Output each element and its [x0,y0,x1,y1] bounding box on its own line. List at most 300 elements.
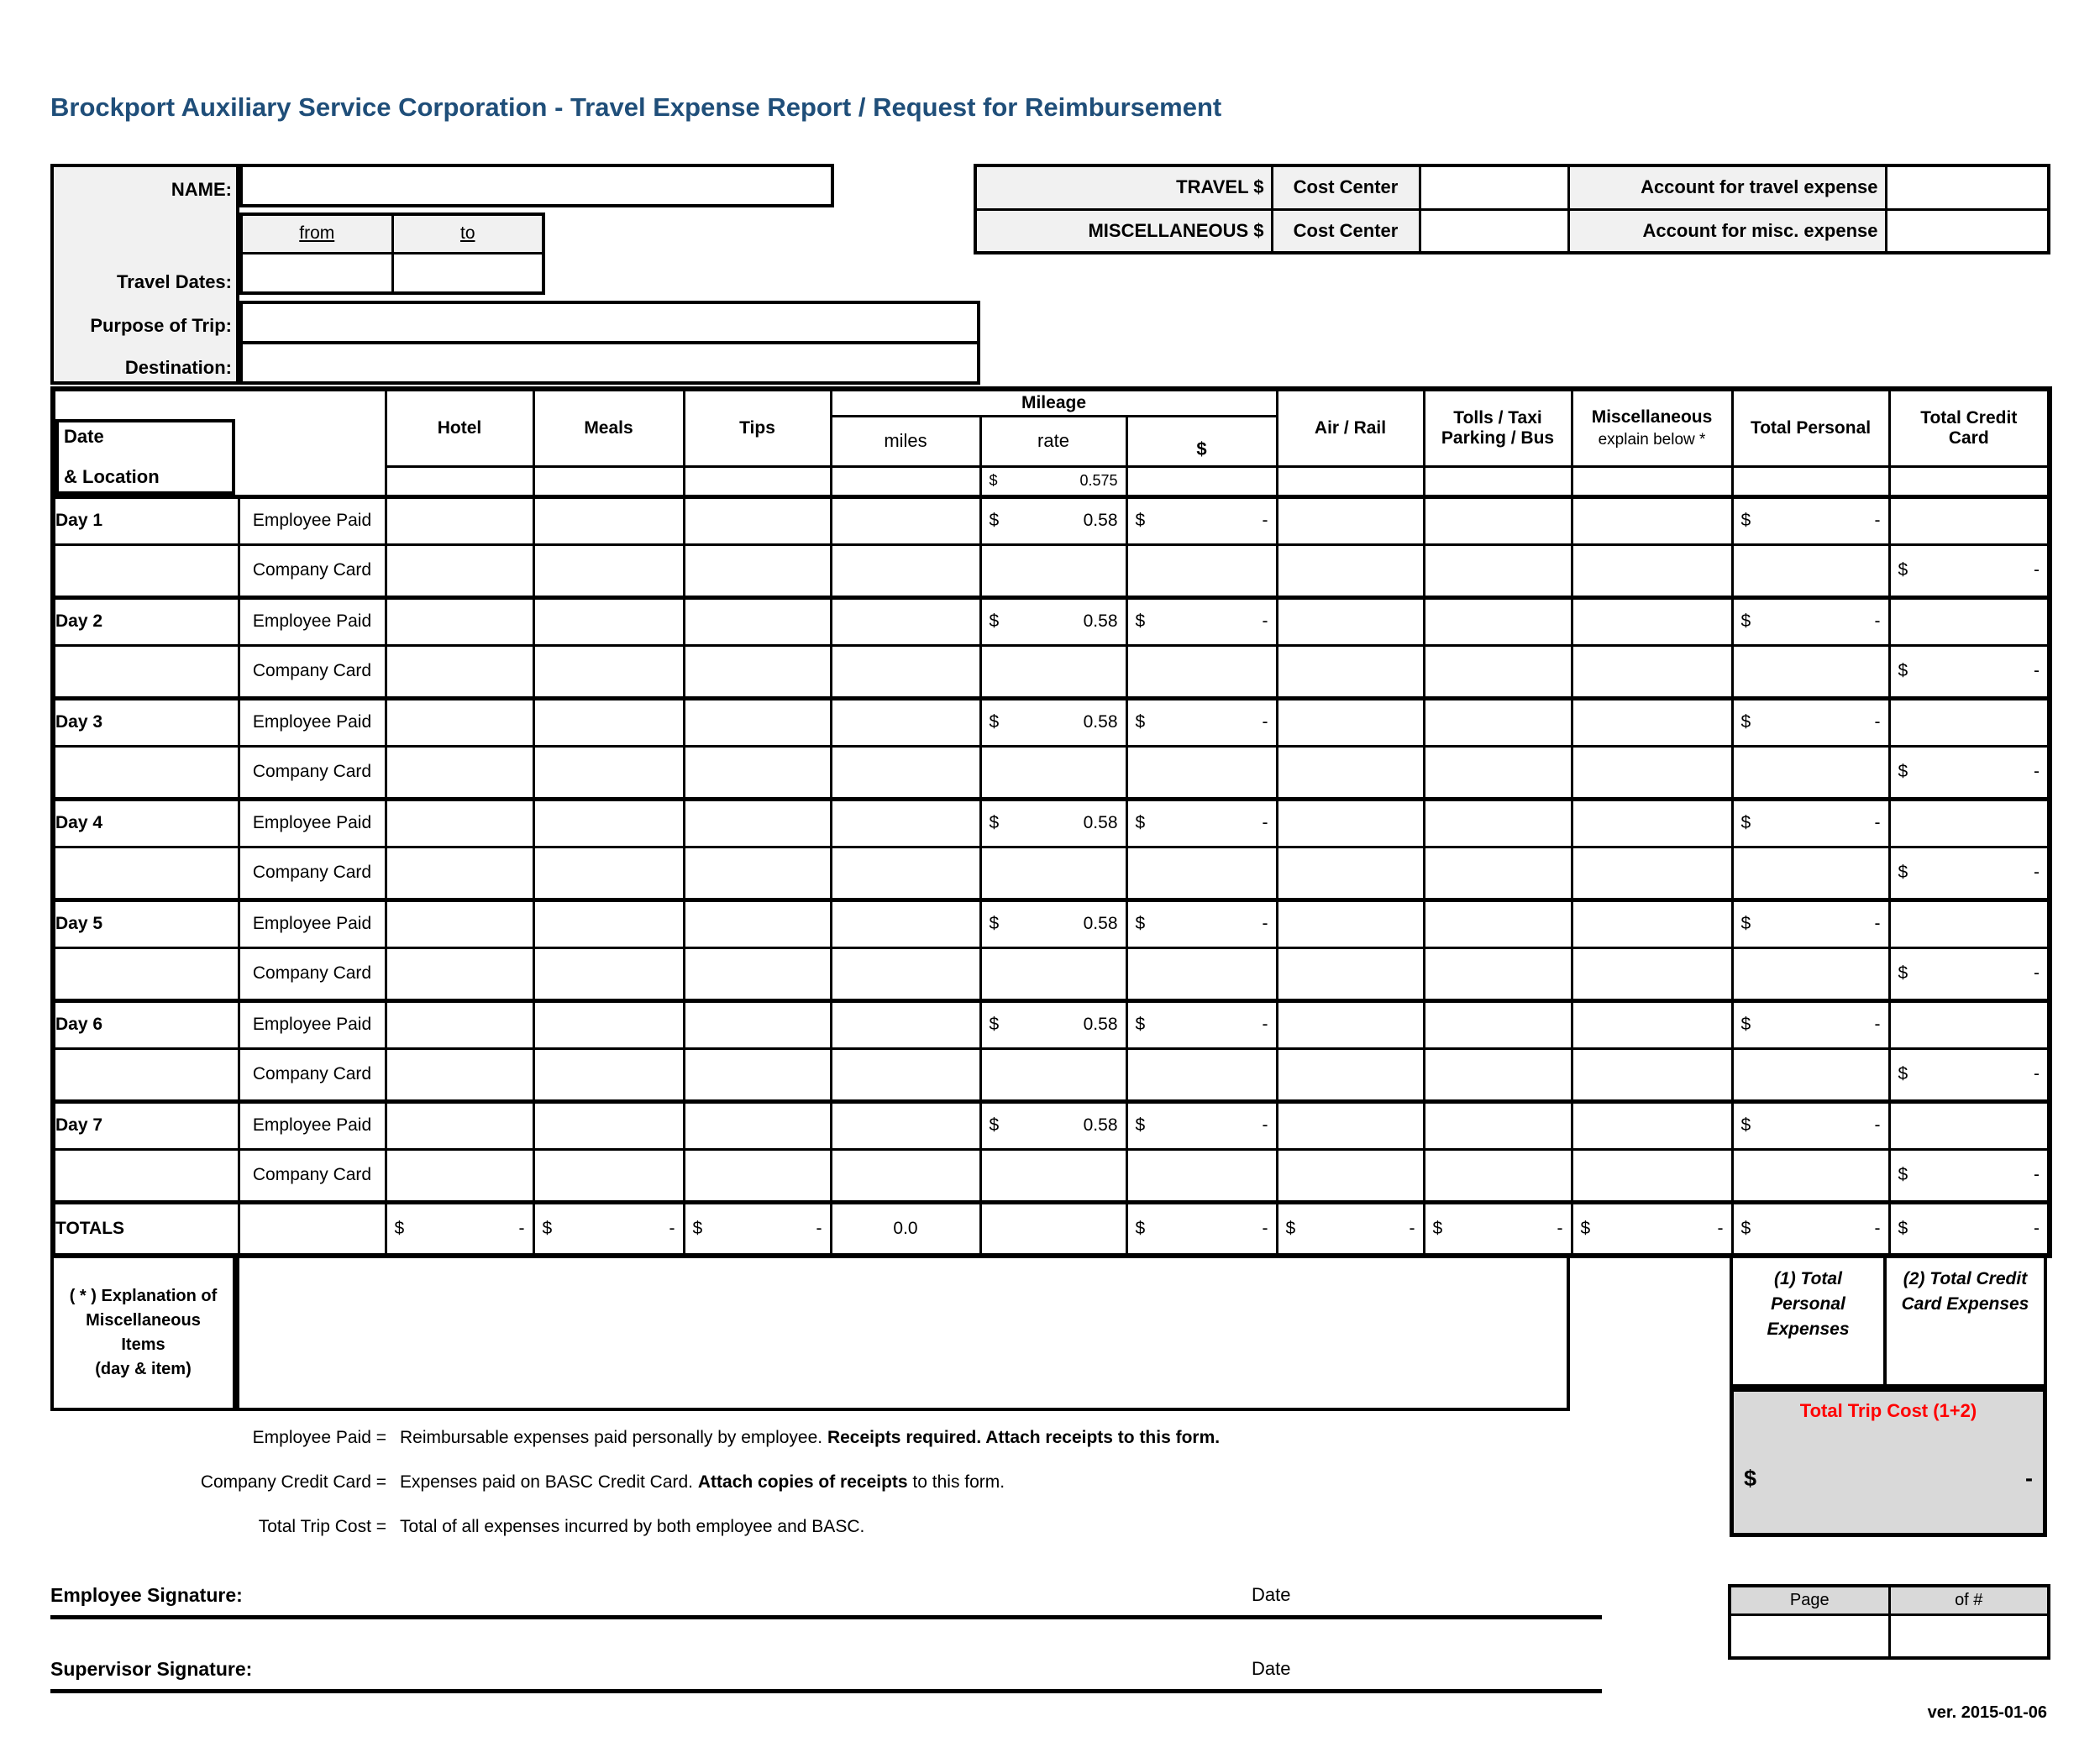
blocked-cell [1732,847,1889,900]
amount-value: - [1262,611,1268,631]
day-location-cell[interactable] [53,1149,239,1202]
hotel-cell[interactable] [386,900,533,947]
amount-value: - [1262,1218,1268,1238]
blocked-cell [1889,597,2050,645]
currency-symbol: $ [542,1218,553,1238]
supervisor-signature-line[interactable] [50,1658,1602,1693]
day-label-cell[interactable]: Day 1 [53,496,239,544]
currency-symbol: $ [1432,1218,1443,1238]
hotel-cell[interactable] [386,1000,533,1048]
miles-cell[interactable] [831,544,980,597]
tolls-cell[interactable] [1424,1101,1572,1149]
currency-symbol: $ [1898,560,1908,580]
band-cell [386,466,533,496]
purpose-label: Purpose of Trip: [90,315,232,336]
rate-cell[interactable] [980,1101,1126,1149]
rate-cell[interactable] [980,847,1126,900]
misc-header-line1: Miscellaneous [1591,407,1713,427]
info-label-column [50,164,239,385]
amount-value: - [669,1218,675,1238]
tolls-total-cell [1424,1202,1572,1256]
total-credit-cell [1889,1048,2050,1101]
total-trip-cost-box [1730,1388,2047,1537]
tips-cell[interactable] [684,947,831,1000]
header-row [53,389,2050,416]
hotel-column-header: Hotel [386,389,533,466]
to-date-input[interactable] [392,253,543,293]
currency-symbol: $ [1898,762,1908,781]
employee-paid-label: Employee Paid [239,597,386,645]
meals-cell[interactable] [533,900,684,947]
meals-cell[interactable] [533,597,684,645]
tolls-cell[interactable] [1424,544,1572,597]
currency-symbol: $ [989,511,1000,530]
tips-cell[interactable] [684,597,831,645]
mileage-amount-cell [1126,645,1277,698]
meals-cell[interactable] [533,496,684,544]
page-header: Page [1730,1586,1889,1614]
of-header: of # [1889,1586,2049,1614]
blocked-cell [1889,698,2050,746]
employee-paid-label: Employee Paid [239,1101,386,1149]
air-rail-cell[interactable] [1277,645,1424,698]
rate-cell[interactable] [980,544,1126,597]
misc-cell[interactable] [1572,544,1732,597]
misc-cell[interactable] [1572,698,1732,746]
currency-symbol: $ [989,914,1000,933]
tips-cell[interactable] [684,746,831,799]
hotel-cell[interactable] [386,746,533,799]
blocked-cell [1732,645,1889,698]
default-rate-cell[interactable] [980,466,1126,496]
amount-value: - [1262,914,1268,933]
air-rail-cell[interactable] [1277,544,1424,597]
amount-value: - [1874,813,1881,832]
table-row [53,1000,2050,1048]
rate-cell[interactable] [980,1048,1126,1101]
meals-cell[interactable] [533,1101,684,1149]
tips-cell[interactable] [684,1101,831,1149]
currency-symbol: $ [1580,1218,1591,1238]
day-location-cell[interactable] [53,947,239,1000]
day-label-cell[interactable]: Day 2 [53,597,239,645]
blocked-cell [1732,1048,1889,1101]
misc-cell[interactable] [1572,799,1732,847]
misc-cell[interactable] [1572,900,1732,947]
total-credit-cell [1889,847,2050,900]
amount-value: - [2034,1218,2040,1238]
tolls-cell[interactable] [1424,847,1572,900]
note-description [400,1428,1220,1448]
blocked-cell [1889,799,2050,847]
air-rail-cell[interactable] [1277,496,1424,544]
tolls-cell[interactable] [1424,645,1572,698]
tolls-cell[interactable] [1424,698,1572,746]
meals-cell[interactable] [533,1000,684,1048]
page-total-input[interactable] [1889,1614,2049,1658]
from-date-input[interactable] [241,253,392,293]
tips-cell[interactable] [684,847,831,900]
travel-dates-table [239,213,545,295]
day-location-cell[interactable] [53,544,239,597]
hotel-cell[interactable] [386,698,533,746]
miles-cell[interactable] [831,496,980,544]
currency-symbol: $ [1135,1115,1146,1135]
air-rail-cell[interactable] [1277,1149,1424,1202]
note-tail-text: to this form. [907,1472,1005,1492]
air-rail-cell[interactable] [1277,1048,1424,1101]
misc-cell[interactable] [1572,597,1732,645]
band-cell [684,466,831,496]
tolls-cell[interactable] [1424,799,1572,847]
date-header-line1: Date [64,425,104,447]
mileage-amount-cell [1126,496,1277,544]
misc-cell[interactable] [1572,1000,1732,1048]
currency-symbol: $ [1744,1466,1757,1491]
misc-cell[interactable] [1572,645,1732,698]
misc-cell[interactable] [1572,947,1732,1000]
air-rail-cell[interactable] [1277,1101,1424,1149]
currency-symbol: $ [1898,661,1908,680]
meals-cell[interactable] [533,947,684,1000]
miles-cell[interactable] [831,597,980,645]
total-personal-cell [1732,698,1889,746]
summary-line: Expenses [1767,1320,1850,1339]
name-label: NAME: [171,179,232,200]
currency-symbol: $ [989,472,998,489]
currency-symbol: $ [1898,1218,1908,1238]
explanation-label [50,1255,236,1411]
accounts-block [974,164,2050,254]
destination-label: Destination: [124,357,232,378]
note-employee-paid [50,1428,1478,1448]
table-row [53,847,2050,900]
misc-cell[interactable] [1572,496,1732,544]
note-bold-text: Attach copies of receipts [697,1472,908,1492]
destination-input[interactable] [239,341,980,385]
total-credit-header-line1: Total Credit [1920,407,2018,428]
mileage-amount-column-header: $ [1126,416,1277,466]
rate-value: 0.58 [1083,1015,1118,1034]
note-description [400,1472,1005,1493]
day-location-cell[interactable] [53,746,239,799]
air-rail-cell[interactable] [1277,597,1424,645]
amount-value: - [2034,963,2040,983]
mileage-amount-cell [1126,947,1277,1000]
miles-cell[interactable] [831,947,980,1000]
total-credit-cell [1889,544,2050,597]
tips-cell[interactable] [684,900,831,947]
mileage-amount-total-cell [1126,1202,1277,1256]
note-term: Total Trip Cost = [258,1517,386,1536]
company-card-label: Company Card [239,1149,386,1202]
amount-value: - [1874,1015,1881,1034]
miles-cell[interactable] [831,746,980,799]
currency-symbol: $ [989,611,1000,631]
amount-value: - [1874,511,1881,530]
air-rail-column-header: Air / Rail [1277,389,1424,466]
amount-value: - [1874,1115,1881,1135]
tolls-cell[interactable] [1424,947,1572,1000]
miles-cell[interactable] [831,698,980,746]
misc-cell[interactable] [1572,1048,1732,1101]
meals-cell[interactable] [533,1149,684,1202]
mileage-amount-cell [1126,698,1277,746]
note-text: Reimbursable expenses paid personally by employee. [400,1428,827,1447]
table-row [53,597,2050,645]
account-travel-label: Account for travel expense [1568,165,1886,209]
currency-symbol: $ [1135,712,1146,732]
currency-symbol: $ [1740,1115,1751,1135]
tolls-cell[interactable] [1424,1149,1572,1202]
misc-cell[interactable] [1572,1149,1732,1202]
rate-cell[interactable] [980,645,1126,698]
currency-symbol: $ [1740,1218,1751,1238]
total-trip-cost-label: Total Trip Cost (1+2) [1799,1400,1977,1421]
tips-cell[interactable] [684,1149,831,1202]
tips-column-header: Tips [684,389,831,466]
tolls-cell[interactable] [1424,1000,1572,1048]
supervisor-signature-label: Supervisor Signature: [50,1658,253,1680]
table-row [53,496,2050,544]
date-label: Date [1252,1584,1291,1605]
day-label-cell[interactable]: Day 4 [53,799,239,847]
tips-cell[interactable] [684,698,831,746]
rate-value: 0.58 [1083,511,1118,530]
rate-value: 0.58 [1083,813,1118,832]
tips-cell[interactable] [684,799,831,847]
note-company-card [50,1472,1478,1493]
note-bold-text: Receipts required. Attach receipts to this form. [827,1428,1221,1447]
day-label-cell[interactable]: Day 7 [53,1101,239,1149]
hotel-cell[interactable] [386,496,533,544]
hotel-cell[interactable] [386,799,533,847]
currency-symbol: $ [1135,611,1146,631]
hotel-cell[interactable] [386,544,533,597]
blocked-cell [1732,947,1889,1000]
meals-cell[interactable] [533,544,684,597]
misc-total-cell [1572,1202,1732,1256]
total-personal-cell [1732,496,1889,544]
summary-line: Personal [1771,1294,1845,1314]
name-input[interactable] [239,164,834,207]
amount-value: - [2034,863,2040,882]
amount-value: - [816,1218,822,1238]
total-credit-cell [1889,1149,2050,1202]
page-title: Brockport Auxiliary Service Corporation - Travel Expense Report / Request for Reimbursement [50,92,1222,122]
miles-column-header: miles [831,416,980,466]
purpose-input[interactable] [239,301,980,344]
rate-cell[interactable] [980,947,1126,1000]
miles-cell[interactable] [831,1101,980,1149]
air-rail-cell[interactable] [1277,698,1424,746]
air-rail-cell[interactable] [1277,947,1424,1000]
currency-symbol: $ [1740,813,1751,832]
expense-table [50,386,2052,1258]
misc-cell[interactable] [1572,1101,1732,1149]
rate-cell[interactable] [980,900,1126,947]
currency-symbol: $ [1898,1165,1908,1184]
currency-symbol: $ [1285,1218,1296,1238]
air-rail-cell[interactable] [1277,799,1424,847]
total-credit-cell [1889,947,2050,1000]
account-misc-input[interactable] [1886,209,2049,253]
miles-cell[interactable] [831,900,980,947]
mileage-amount-cell [1126,1000,1277,1048]
miles-cell[interactable] [831,645,980,698]
table-row [53,799,2050,847]
employee-signature-line[interactable] [50,1584,1602,1619]
tips-cell[interactable] [684,496,831,544]
tips-cell[interactable] [684,645,831,698]
miles-cell[interactable] [831,847,980,900]
meals-cell[interactable] [533,847,684,900]
employee-paid-label: Employee Paid [239,496,386,544]
tolls-cell[interactable] [1424,597,1572,645]
currency-symbol: $ [1898,863,1908,882]
amount-value: - [1409,1218,1415,1238]
rate-cell[interactable] [980,1149,1126,1202]
table-row [53,544,2050,597]
mileage-amount-cell [1126,799,1277,847]
amount-value: - [2034,1165,2040,1184]
rate-value: 0.575 [1079,472,1118,489]
tolls-cell[interactable] [1424,746,1572,799]
amount-value: - [2034,661,2040,680]
tolls-header-line1: Tolls / Taxi [1453,407,1542,428]
hotel-cell[interactable] [386,645,533,698]
cost-center-input[interactable] [1420,209,1568,253]
currency-symbol: $ [1740,712,1751,732]
note-text: Expenses paid on BASC Credit Card. [400,1472,698,1492]
cost-center-input[interactable] [1420,165,1568,209]
total-personal-cell [1732,597,1889,645]
table-row [975,165,2049,209]
currency-symbol: $ [1898,1064,1908,1084]
day-location-cell[interactable] [53,847,239,900]
table-row [53,1149,2050,1202]
amount-value: - [2034,1064,2040,1084]
mileage-amount-cell [1126,544,1277,597]
meals-cell[interactable] [533,1048,684,1101]
tips-cell[interactable] [684,1048,831,1101]
band-cell [980,1202,1126,1256]
rate-cell[interactable] [980,698,1126,746]
air-rail-cell[interactable] [1277,1000,1424,1048]
air-rail-cell[interactable] [1277,746,1424,799]
tolls-cell[interactable] [1424,900,1572,947]
hotel-cell[interactable] [386,597,533,645]
table-row [975,209,2049,253]
air-rail-cell[interactable] [1277,847,1424,900]
employee-paid-label: Employee Paid [239,900,386,947]
meals-cell[interactable] [533,645,684,698]
blocked-cell [1889,496,2050,544]
total-personal-column-header: Total Personal [1732,389,1889,466]
blocked-cell [1732,544,1889,597]
band-cell [831,466,980,496]
currency-symbol: $ [1135,813,1146,832]
miles-cell[interactable] [831,1149,980,1202]
meals-cell[interactable] [533,799,684,847]
definitions-block [50,1428,1478,1561]
meals-cell[interactable] [533,698,684,746]
rate-cell[interactable] [980,597,1126,645]
travel-amount-label: TRAVEL $ [975,165,1272,209]
misc-cell[interactable] [1572,847,1732,900]
tips-cell[interactable] [684,1000,831,1048]
employee-paid-label: Employee Paid [239,799,386,847]
blocked-cell [1889,900,2050,947]
travel-dates-label: Travel Dates: [117,271,232,292]
currency-symbol: $ [989,712,1000,732]
hotel-cell[interactable] [386,1101,533,1149]
miles-cell[interactable] [831,799,980,847]
amount-value: - [1262,1115,1268,1135]
hotel-cell[interactable] [386,1048,533,1101]
amount-value: - [1262,813,1268,832]
mileage-amount-cell [1126,1048,1277,1101]
tips-cell[interactable] [684,544,831,597]
blocked-cell [1732,746,1889,799]
trip-info-block [50,164,983,385]
amount-value: - [1262,511,1268,530]
currency-symbol: $ [989,1015,1000,1034]
note-term: Company Credit Card = [200,1472,386,1492]
hotel-cell[interactable] [386,847,533,900]
miles-cell[interactable] [831,1000,980,1048]
amount-value: - [1262,1015,1268,1034]
hotel-cell[interactable] [386,947,533,1000]
air-rail-cell[interactable] [1277,900,1424,947]
date-location-header [55,419,235,495]
company-card-label: Company Card [239,947,386,1000]
day-location-cell[interactable] [53,645,239,698]
rate-cell[interactable] [980,496,1126,544]
currency-symbol: $ [1740,611,1751,631]
tolls-cell[interactable] [1424,1048,1572,1101]
table-row [53,947,2050,1000]
rate-cell[interactable] [980,1000,1126,1048]
amount-value: - [1262,712,1268,732]
day-location-cell[interactable] [53,1048,239,1101]
amount-value: - [2034,560,2040,580]
meals-column-header: Meals [533,389,684,466]
day-label-cell[interactable]: Day 5 [53,900,239,947]
misc-cell[interactable] [1572,746,1732,799]
band-cell [239,1202,386,1256]
tolls-cell[interactable] [1424,496,1572,544]
band-cell [533,466,684,496]
tolls-column-header [1424,389,1572,466]
explanation-input-box[interactable] [236,1255,1570,1411]
currency-symbol: $ [1740,914,1751,933]
day-label-cell[interactable]: Day 6 [53,1000,239,1048]
company-card-label: Company Card [239,544,386,597]
meals-cell[interactable] [533,746,684,799]
page-number-input[interactable] [1730,1614,1889,1658]
currency-symbol: $ [1135,511,1146,530]
rate-cell[interactable] [980,746,1126,799]
table-row [53,698,2050,746]
totals-row [53,1202,2050,1256]
miles-cell[interactable] [831,1048,980,1101]
miles-total-cell: 0.0 [831,1202,980,1256]
account-travel-input[interactable] [1886,165,2049,209]
rate-cell[interactable] [980,799,1126,847]
hotel-cell[interactable] [386,1149,533,1202]
day-label-cell[interactable]: Day 3 [53,698,239,746]
